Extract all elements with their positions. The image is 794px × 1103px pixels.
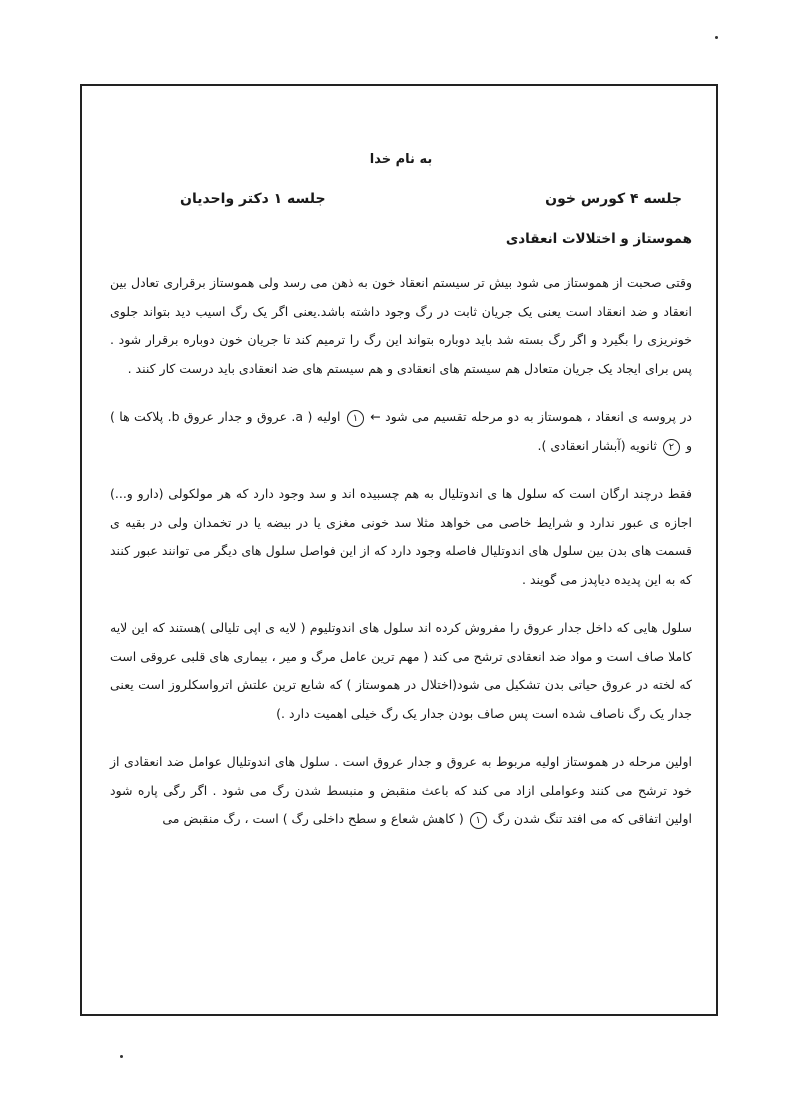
circled-number-marker: ۱ (470, 812, 487, 829)
paragraph-text: در پروسه ی انعقاد ، هموستاز به دو مرحله تقسیم می شود ← (370, 409, 692, 424)
paragraph-text: اولین مرحله در هموستاز اولیه مربوط به عروق و جدار عروق است . سلول های اندوتلیال عوامل ضد انعقادی از خود ترشح می کنند وعواملی ازاد می کند که باعث منقبض و منبسط شدن رگ می شود . اگر رگی پاره شود اولین اتفاقی که می افتد تنگ شدن رگ (110, 754, 692, 826)
circled-number-marker: ۱ (347, 410, 364, 427)
paragraph-coagulation-stages (110, 403, 692, 460)
paragraph-text: ثانویه (آبشار انعقادی ). (537, 437, 657, 453)
bismillah-heading: به نام خدا (369, 152, 433, 167)
paragraph-text: اولیه ( a. عروق و جدار عروق b. پلاکت ها ) و (110, 409, 692, 453)
session-title: جلسه ۴ کورس خون (545, 191, 682, 207)
topic-heading: هموستاز و اختلالات انعقادی (505, 231, 692, 247)
instructor-name: جلسه ۱ دکتر واحدیان (180, 191, 326, 207)
paragraph-primary-homeostasis (110, 748, 692, 834)
circled-number-marker: ۲ (663, 439, 680, 456)
paragraph-endothelial-barriers: فقط درچند ارگان است که سلول ها ی اندوتلیال به هم چسبیده اند و سد وجود دارد که هر مولکولی (دارو و...) اجازه ی عبور ندارد و شرایط خاصی می خواهد مثلا سد خونی مغزی یا در بیضه یا در تخمدان ولی در بقیه ی قسمت های بدن بین سلول های اندوتلیال فاصله وجود دارد که از این فواصل سلول های دیگر می توانند عبور کنند که به این پدیده دیاپدز می گویند . (110, 486, 692, 587)
paragraph-endothelium: سلول هایی که داخل جدار عروق را مفروش کرده اند سلول های اندوتلیوم ( لایه ی اپی تلیالی )هستند که این لایه کاملا صاف است و مواد ضد انعقادی ترشح می کند ( مهم ترین عامل مرگ و میر ، بیماری های قلبی عروقی است که لخته در عروق حیاتی بدن تشکیل می شود(اختلال در هموستاز ) که شایع ترین علتش اترواسکلروز است یعنی جدار یک رگ ناصاف شده است پس صاف بودن جدار یک رگ خیلی اهمیت دارد .) (110, 620, 692, 721)
session-header (110, 191, 692, 207)
scan-speck (120, 1055, 123, 1058)
paragraph-text: ( کاهش شعاع و سطح داخلی رگ ) است ، رگ منقبض می (162, 811, 464, 826)
scan-speck (715, 36, 718, 39)
document-body (110, 140, 692, 854)
paragraph-homeostasis-intro: وقتی صحبت از هموستاز می شود بیش تر سیستم انعقاد خون به ذهن می رسد ولی هموستاز برقراری تعادل بین انعقاد و ضد انعقاد است یعنی یک جریان ثابت در رگ وجود داشته باشد.یعنی اگر یک رگ اسیب دید بتواند جلوی خونریزی را بگیرد و اگر رگ بسته شد باید دوباره بتواند این رگ را ترمیم کند تا جریان خون دوباره برقرار شود . پس برای ایجاد یک جریان متعادل هم سیستم های انعقادی و هم سیستم های ضد انعقادی باید درست کار کنند . (110, 275, 692, 376)
